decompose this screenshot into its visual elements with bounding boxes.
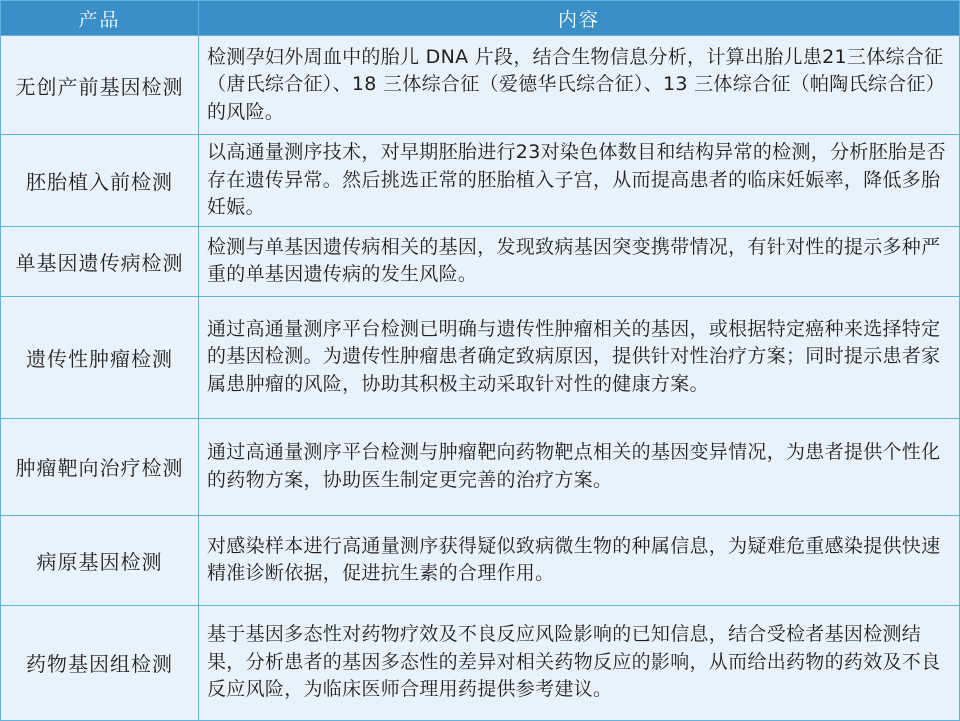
table-row bbox=[1, 418, 960, 515]
product-cell: 肿瘤靶向治疗检测 bbox=[1, 418, 199, 515]
table-row bbox=[1, 296, 960, 418]
content-cell: 检测与单基因遗传病相关的基因，发现致病基因突变携带情况，有针对性的提示多种严重的单基因遗传病的发生风险。 bbox=[199, 226, 960, 296]
content-cell: 通过高通量测序平台检测已明确与遗传性肿瘤相关的基因，或根据特定癌种来选择特定的基因检测。为遗传性肿瘤患者确定致病原因，提供针对性治疗方案；同时提示患者家属患肿瘤的风险，协助其积极主动采取针对性的健康方案。 bbox=[199, 296, 960, 418]
product-cell: 遗传性肿瘤检测 bbox=[1, 296, 199, 418]
content-cell: 以高通量测序技术，对早期胚胎进行23对染色体数目和结构异常的检测，分析胚胎是否存在遗传异常。然后挑选正常的胚胎植入子宫，从而提高患者的临床妊娠率，降低多胎妊娠。 bbox=[199, 135, 960, 227]
table-row bbox=[1, 226, 960, 296]
table-header-row bbox=[1, 1, 960, 36]
product-cell: 药物基因组检测 bbox=[1, 605, 199, 720]
table-row bbox=[1, 605, 960, 720]
product-cell: 单基因遗传病检测 bbox=[1, 226, 199, 296]
table-row bbox=[1, 135, 960, 227]
product-cell: 无创产前基因检测 bbox=[1, 36, 199, 135]
content-cell: 对感染样本进行高通量测序获得疑似致病微生物的种属信息，为疑难危重感染提供快速精准诊断依据，促进抗生素的合理作用。 bbox=[199, 515, 960, 605]
table-row bbox=[1, 515, 960, 605]
content-cell: 检测孕妇外周血中的胎儿 DNA 片段，结合生物信息分析，计算出胎儿患21三体综合征（唐氏综合征）、18 三体综合征（爱德华氏综合征）、13 三体综合征（帕陶氏综合征）的风险。 bbox=[199, 36, 960, 135]
header-content: 内容 bbox=[199, 1, 960, 36]
product-cell: 病原基因检测 bbox=[1, 515, 199, 605]
content-cell: 基于基因多态性对药物疗效及不良反应风险影响的已知信息，结合受检者基因检测结果，分析患者的基因多态性的差异对相关药物反应的影响，从而给出药物的药效及不良反应风险，为临床医师合理用药提供参考建议。 bbox=[199, 605, 960, 720]
header-product: 产品 bbox=[1, 1, 199, 36]
content-cell: 通过高通量测序平台检测与肿瘤靶向药物靶点相关的基因变异情况，为患者提供个性化的药物方案，协助医生制定更完善的治疗方案。 bbox=[199, 418, 960, 515]
table-row bbox=[1, 36, 960, 135]
product-cell: 胚胎植入前检测 bbox=[1, 135, 199, 227]
